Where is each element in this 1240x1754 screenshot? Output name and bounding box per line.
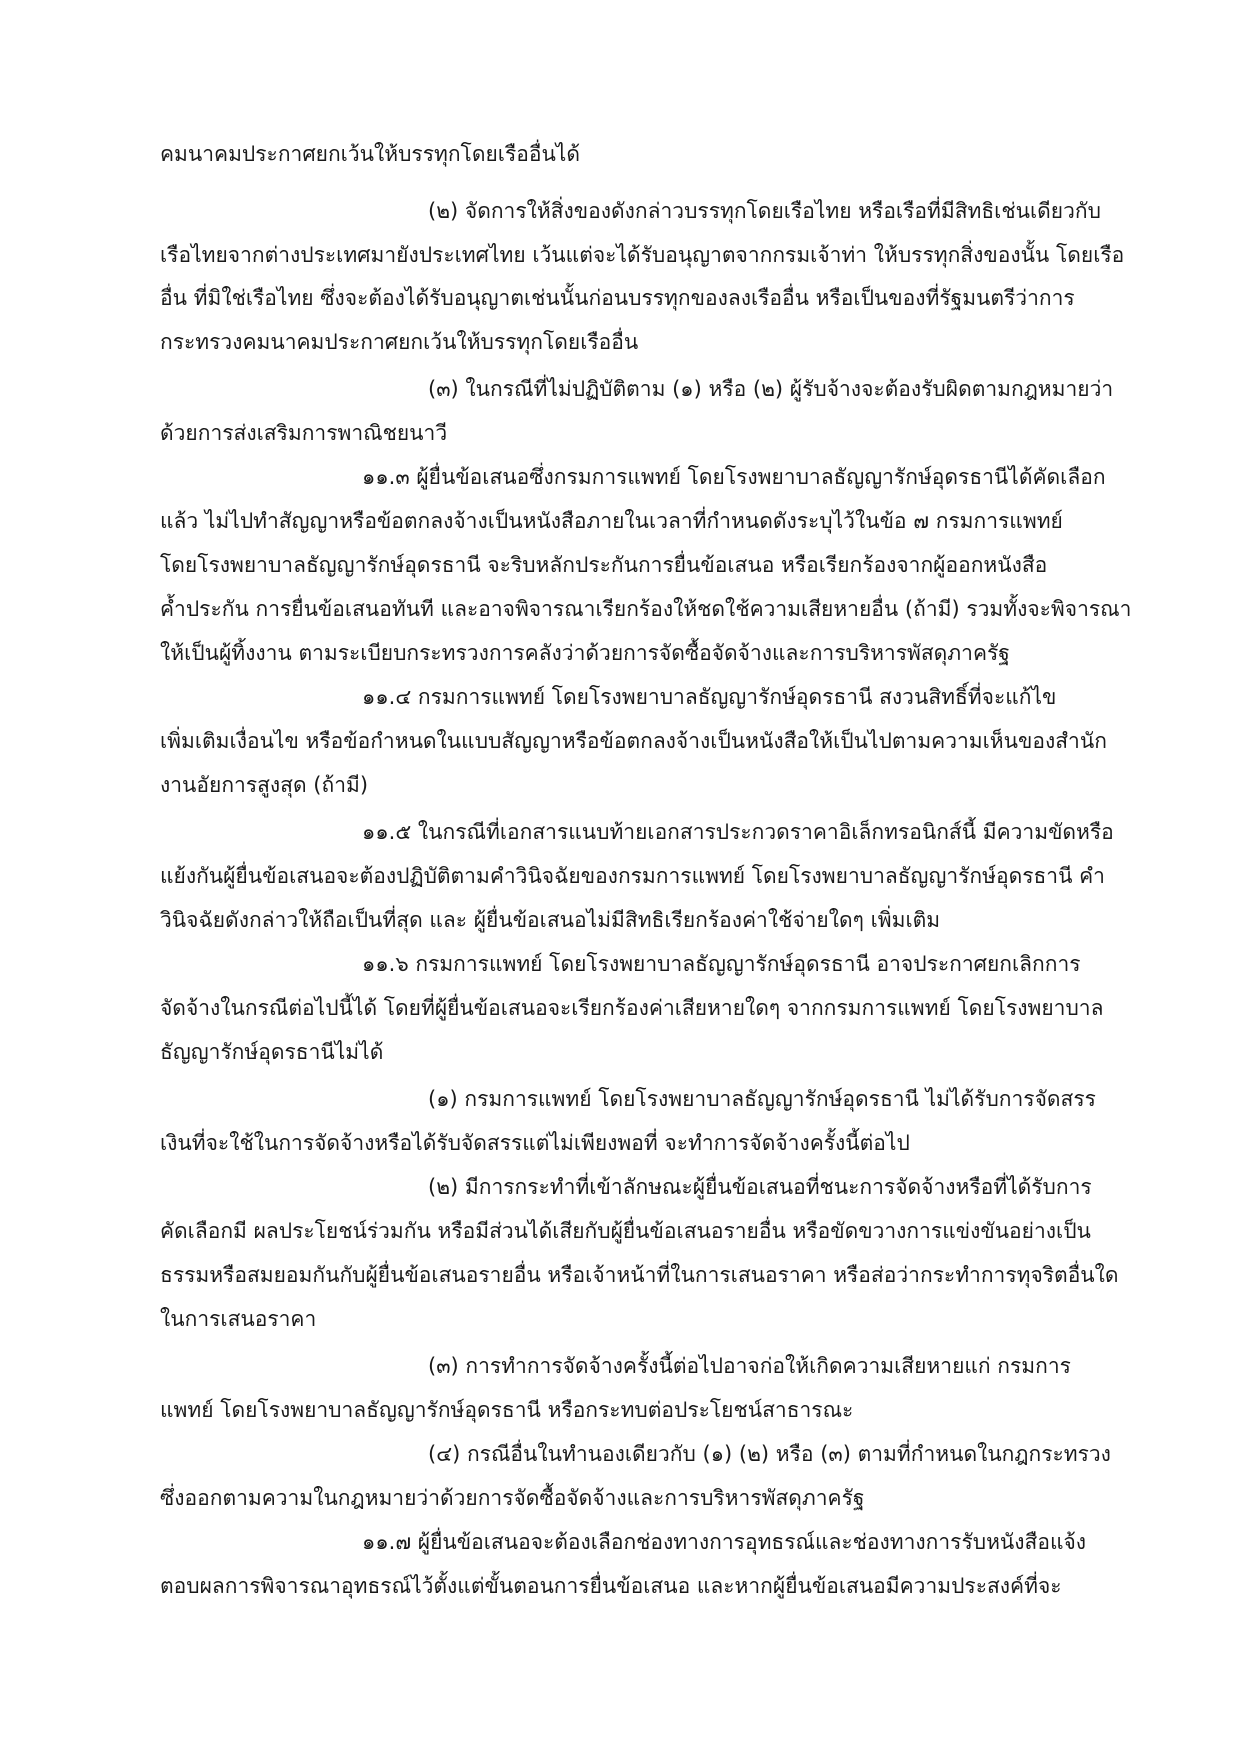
- body-line-13: ๑๑.๔ กรมการแพทย์ โดยโรงพยาบาลธัญญารักษ์อุดรธานี สงวนสิทธิ์ที่จะแก้ไข: [362, 685, 1057, 709]
- body-line-2: (๒) จัดการให้สิ่งของดังกล่าวบรรทุกโดยเรือไทย หรือเรือที่มีสิทธิเช่นเดียวกับ: [428, 199, 1101, 223]
- body-line-21: ธัญญารักษ์อุดรธานีไม่ได้: [160, 1040, 384, 1064]
- body-line-23: เงินที่จะใช้ในการจัดจ้างหรือได้รับจัดสรรแต่ไม่เพียงพอที่ จะทำการจัดจ้างครั้งนี้ต่อไป: [160, 1131, 910, 1155]
- body-line-15: งานอัยการสูงสุด (ถ้ามี): [160, 773, 369, 797]
- body-line-7: ด้วยการส่งเสริมการพาณิชยนาวี: [160, 421, 448, 445]
- body-line-4: อื่น ที่มิใช่เรือไทย ซึ่งจะต้องได้รับอนุญาตเช่นนั้นก่อนบรรทุกของลงเรืออื่น หรือเป็นของที่รัฐมนตรีว่าการ: [160, 286, 1075, 310]
- body-line-32: ๑๑.๗ ผู้ยื่นข้อเสนอจะต้องเลือกช่องทางการอุทธรณ์และช่องทางการรับหนังสือแจ้ง: [362, 1530, 1087, 1554]
- body-line-5: กระทรวงคมนาคมประกาศยกเว้นให้บรรทุกโดยเรืออื่น: [160, 330, 639, 354]
- body-line-8: ๑๑.๓ ผู้ยื่นข้อเสนอซึ่งกรมการแพทย์ โดยโรงพยาบาลธัญญารักษ์อุดรธานีได้คัดเลือก: [362, 465, 1106, 489]
- body-line-11: ค้ำประกัน การยื่นข้อเสนอทันที และอาจพิจารณาเรียกร้องให้ชดใช้ความเสียหายอื่น (ถ้ามี) รวมทั้งจะพิจารณา: [160, 597, 1132, 621]
- body-line-30: (๔) กรณีอื่นในทำนองเดียวกับ (๑) (๒) หรือ (๓) ตามที่กำหนดในกฎกระทรวง: [428, 1442, 1111, 1466]
- body-line-27: ในการเสนอราคา: [160, 1307, 317, 1331]
- body-line-16: ๑๑.๕ ในกรณีที่เอกสารแนบท้ายเอกสารประกวดราคาอิเล็กทรอนิกส์นี้ มีความขัดหรือ: [362, 820, 1114, 844]
- body-line-10: โดยโรงพยาบาลธัญญารักษ์อุดรธานี จะริบหลักประกันการยื่นข้อเสนอ หรือเรียกร้องจากผู้ออกหนังสือ: [160, 553, 1048, 577]
- body-line-18: วินิจฉัยดังกล่าวให้ถือเป็นที่สุด และ ผู้ยื่นข้อเสนอไม่มีสิทธิเรียกร้องค่าใช้จ่ายใดๆ เพิ่มเติม: [160, 908, 941, 932]
- body-line-29: แพทย์ โดยโรงพยาบาลธัญญารักษ์อุดรธานี หรือกระทบต่อประโยชน์สาธารณะ: [160, 1398, 854, 1422]
- body-line-28: (๓) การทำการจัดจ้างครั้งนี้ต่อไปอาจก่อให้เกิดความเสียหายแก่ กรมการ: [428, 1354, 1071, 1378]
- body-line-31: ซึ่งออกตามความในกฎหมายว่าด้วยการจัดซื้อจัดจ้างและการบริหารพัสดุภาครัฐ: [160, 1486, 865, 1510]
- body-line-19: ๑๑.๖ กรมการแพทย์ โดยโรงพยาบาลธัญญารักษ์อุดรธานี อาจประกาศยกเลิกการ: [362, 952, 1081, 976]
- body-line-20: จัดจ้างในกรณีต่อไปนี้ได้ โดยที่ผู้ยื่นข้อเสนอจะเรียกร้องค่าเสียหายใดๆ จากกรมการแพทย์ โดยโรงพยาบาล: [160, 996, 1104, 1020]
- body-line-14: เพิ่มเติมเงื่อนไข หรือข้อกำหนดในแบบสัญญาหรือข้อตกลงจ้างเป็นหนังสือให้เป็นไปตามความเห็นของสำนัก: [160, 729, 1107, 753]
- body-line-12: ให้เป็นผู้ทิ้งงาน ตามระเบียบกระทรวงการคลังว่าด้วยการจัดซื้อจัดจ้างและการบริหารพัสดุภาครัฐ: [160, 641, 1010, 665]
- body-line-26: ธรรมหรือสมยอมกันกับผู้ยื่นข้อเสนอรายอื่น หรือเจ้าหน้าที่ในการเสนอราคา หรือส่อว่ากระทำการทุจริตอื่นใด: [160, 1263, 1119, 1287]
- body-line-17: แย้งกันผู้ยื่นข้อเสนอจะต้องปฏิบัติตามคำวินิจฉัยของกรมการแพทย์ โดยโรงพยาบาลธัญญารักษ์อุดรธานี คำ: [160, 864, 1105, 888]
- body-line-24: (๒) มีการกระทำที่เข้าลักษณะผู้ยื่นข้อเสนอที่ชนะการจัดจ้างหรือที่ได้รับการ: [428, 1175, 1092, 1199]
- body-line-25: คัดเลือกมี ผลประโยชน์ร่วมกัน หรือมีส่วนได้เสียกับผู้ยื่นข้อเสนอรายอื่น หรือขัดขวางการแข่งขันอย่างเป็น: [160, 1219, 1091, 1243]
- body-line-6: (๓) ในกรณีที่ไม่ปฏิบัติตาม (๑) หรือ (๒) ผู้รับจ้างจะต้องรับผิดตามกฎหมายว่า: [428, 377, 1114, 401]
- body-line-9: แล้ว ไม่ไปทำสัญญาหรือข้อตกลงจ้างเป็นหนังสือภายในเวลาที่กำหนดดังระบุไว้ในข้อ ๗ กรมการแพทย์: [160, 509, 1063, 533]
- body-line-33: ตอบผลการพิจารณาอุทธรณ์ไว้ตั้งแต่ขั้นตอนการยื่นข้อเสนอ และหากผู้ยื่นข้อเสนอมีความประสงค์ที่จะ: [160, 1574, 1062, 1598]
- body-line-3: เรือไทยจากต่างประเทศมายังประเทศไทย เว้นแต่จะได้รับอนุญาตจากกรมเจ้าท่า ให้บรรทุกสิ่งของนั้น โดยเรือ: [160, 243, 1125, 267]
- body-line-1: คมนาคมประกาศยกเว้นให้บรรทุกโดยเรืออื่นได้: [160, 142, 580, 166]
- body-line-22: (๑) กรมการแพทย์ โดยโรงพยาบาลธัญญารักษ์อุดรธานี ไม่ได้รับการจัดสรร: [428, 1087, 1096, 1111]
